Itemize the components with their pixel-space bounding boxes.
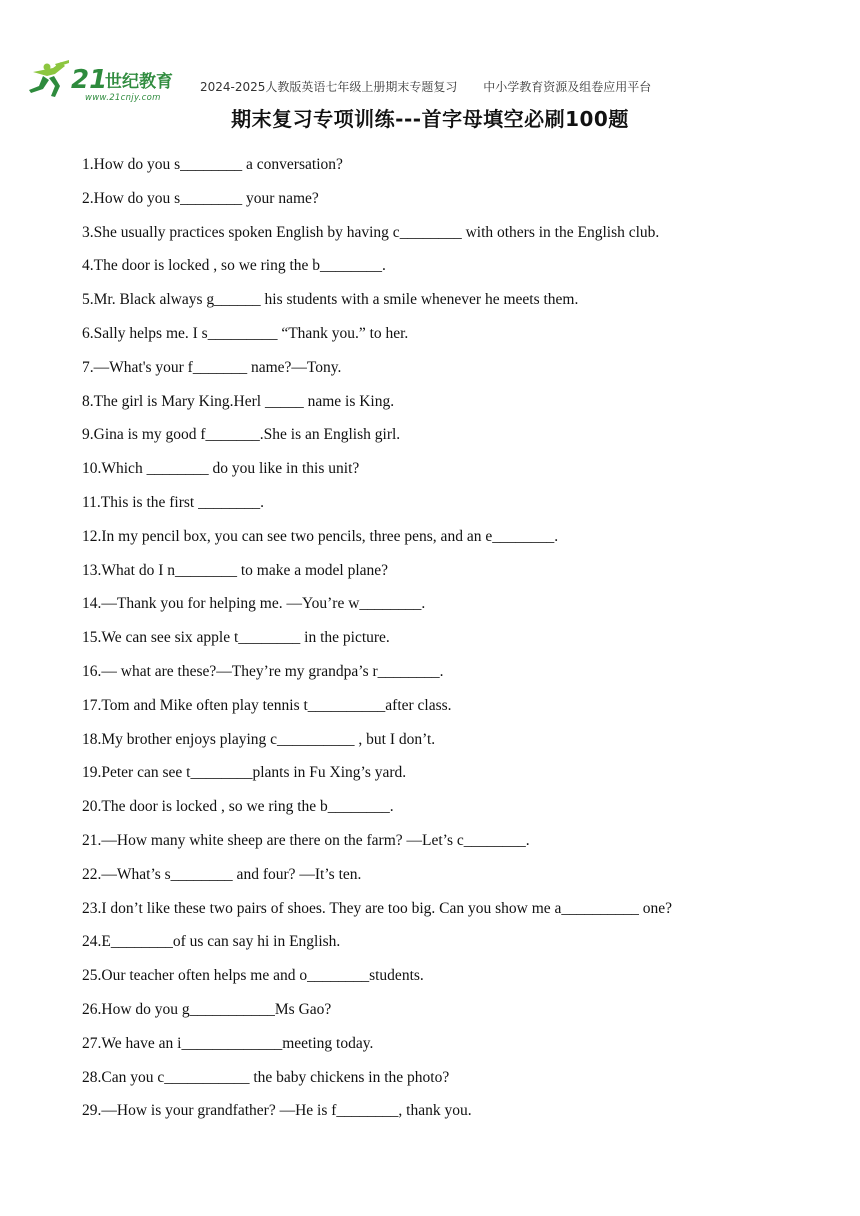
question-item: 14.—Thank you for helping me. —You’re w________. [82, 595, 426, 613]
svg-text:www.21cnjy.com: www.21cnjy.com [85, 93, 161, 102]
question-item: 10.Which ________ do you like in this unit? [82, 460, 360, 478]
question-item: 11.This is the first ________. [82, 493, 264, 511]
question-item: 22.—What’s s________ and four? —It’s ten. [82, 865, 362, 883]
header-caption [200, 78, 651, 95]
question-item: 24.E________of us can say hi in English. [82, 933, 341, 951]
question-list [82, 148, 822, 1128]
logo-21cnjy [25, 58, 190, 102]
question-item: 20.The door is locked , so we ring the b________. [82, 798, 394, 816]
page-header [25, 58, 835, 104]
question-item: 7.—What's your f_______ name?—Tony. [82, 358, 342, 376]
question-item: 25.Our teacher often helps me and o________students. [82, 967, 424, 985]
question-item: 4.The door is locked , so we ring the b________. [82, 257, 386, 275]
question-item: 2.How do you s________ your name? [82, 189, 319, 207]
question-item: 27.We have an i_____________meeting today. [82, 1034, 374, 1052]
question-item: 15.We can see six apple t________ in the picture. [82, 629, 390, 647]
question-item: 23.I don’t like these two pairs of shoes. They are too big. Can you show me a__________ one? [82, 899, 673, 917]
header-platform: 中小学教育资源及组卷应用平台 [483, 80, 652, 94]
question-item: 18.My brother enjoys playing c__________ , but I don’t. [82, 730, 436, 748]
question-item: 19.Peter can see t________plants in Fu Xing’s yard. [82, 764, 407, 782]
question-item: 1.How do you s________ a conversation? [82, 156, 343, 173]
runner-icon [29, 60, 69, 97]
question-item: 13.What do I n________ to make a model plane? [82, 561, 389, 579]
header-subject: 2024-2025人教版英语七年级上册期末专题复习 [200, 80, 458, 94]
question-item: 26.How do you g___________Ms Gao? [82, 1000, 332, 1018]
question-item: 29.—How is your grandfather? —He is f________, thank you. [82, 1102, 472, 1120]
question-item: 28.Can you c___________ the baby chickens in the photo? [82, 1068, 450, 1086]
question-item: 12.In my pencil box, you can see two pencils, three pens, and an e________. [82, 527, 559, 545]
question-item: 5.Mr. Black always g______ his students with a smile whenever he meets them. [82, 291, 579, 309]
question-item: 6.Sally helps me. I s_________ “Thank you.” to her. [82, 324, 409, 342]
svg-text:21: 21 [71, 65, 108, 95]
question-item: 17.Tom and Mike often play tennis t__________after class. [82, 696, 452, 714]
question-item: 9.Gina is my good f_______.She is an English girl. [82, 426, 401, 444]
svg-text:世纪教育: 世纪教育 [105, 72, 173, 92]
question-item: 8.The girl is Mary King.Herl _____ name is King. [82, 392, 395, 410]
question-item: 3.She usually practices spoken English by having c________ with others in the English club. [82, 223, 660, 241]
question-item: 16.— what are these?—They’re my grandpa’s r________. [82, 662, 444, 680]
question-item: 21.—How many white sheep are there on the farm? —Let’s c________. [82, 831, 530, 849]
document-title: 期末复习专项训练---首字母填空必刷100题 [231, 107, 629, 131]
